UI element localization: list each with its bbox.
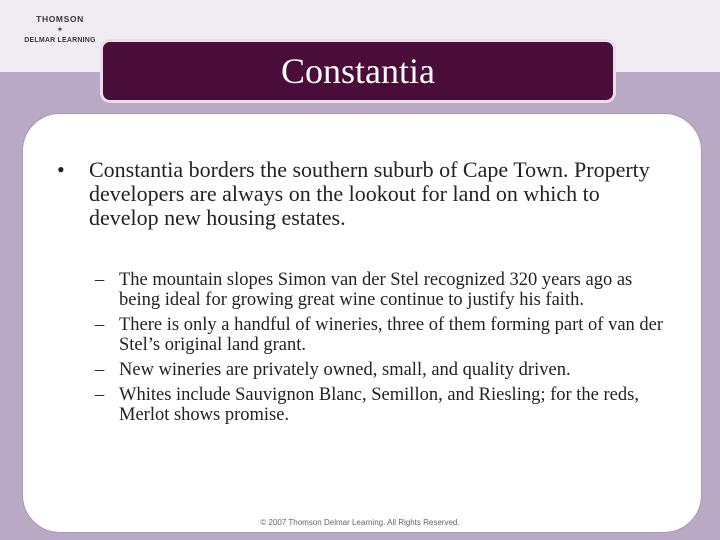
logo-line-2: DELMAR LEARNING [24,37,96,44]
sub-bullet-text: New wineries are privately owned, small, and quality driven. [119,360,571,380]
publisher-logo [14,14,106,50]
sub-bullet-text: The mountain slopes Simon van der Stel recognized 320 years ago as being ideal for growing great wine continue to justify his faith. [119,270,633,310]
bullet-text: Constantia borders the southern suburb of Cape Town. Property developers are always on the lookout for land on which to develop new housing estates. [89,157,650,230]
main-bullet [57,158,657,230]
sub-bullet-text: Whites include Sauvignon Blanc, Semillon, and Riesling; for the reds, Merlot shows promise. [119,385,639,425]
copyright-footer: © 2007 Thomson Delmar Learning. All Rights Reserved. [260,518,460,527]
sub-bullet-marker: – [95,360,105,380]
sub-bullet-list [95,270,675,430]
sub-bullet [95,385,675,425]
sub-bullet-marker: – [95,315,105,335]
slide-title: Constantia [281,51,435,91]
title-box [103,42,613,100]
logo-star-icon: ✶ [56,25,64,34]
sub-bullet-marker: – [95,270,105,290]
sub-bullet [95,360,675,380]
sub-bullet [95,315,675,355]
sub-bullet-text: There is only a handful of wineries, three of them forming part of van der Stel’s original land grant. [119,315,664,355]
sub-bullet-marker: – [95,385,105,405]
logo-line-1: THOMSON [36,14,84,24]
sub-bullet [95,270,675,310]
bullet-marker: • [57,157,65,182]
